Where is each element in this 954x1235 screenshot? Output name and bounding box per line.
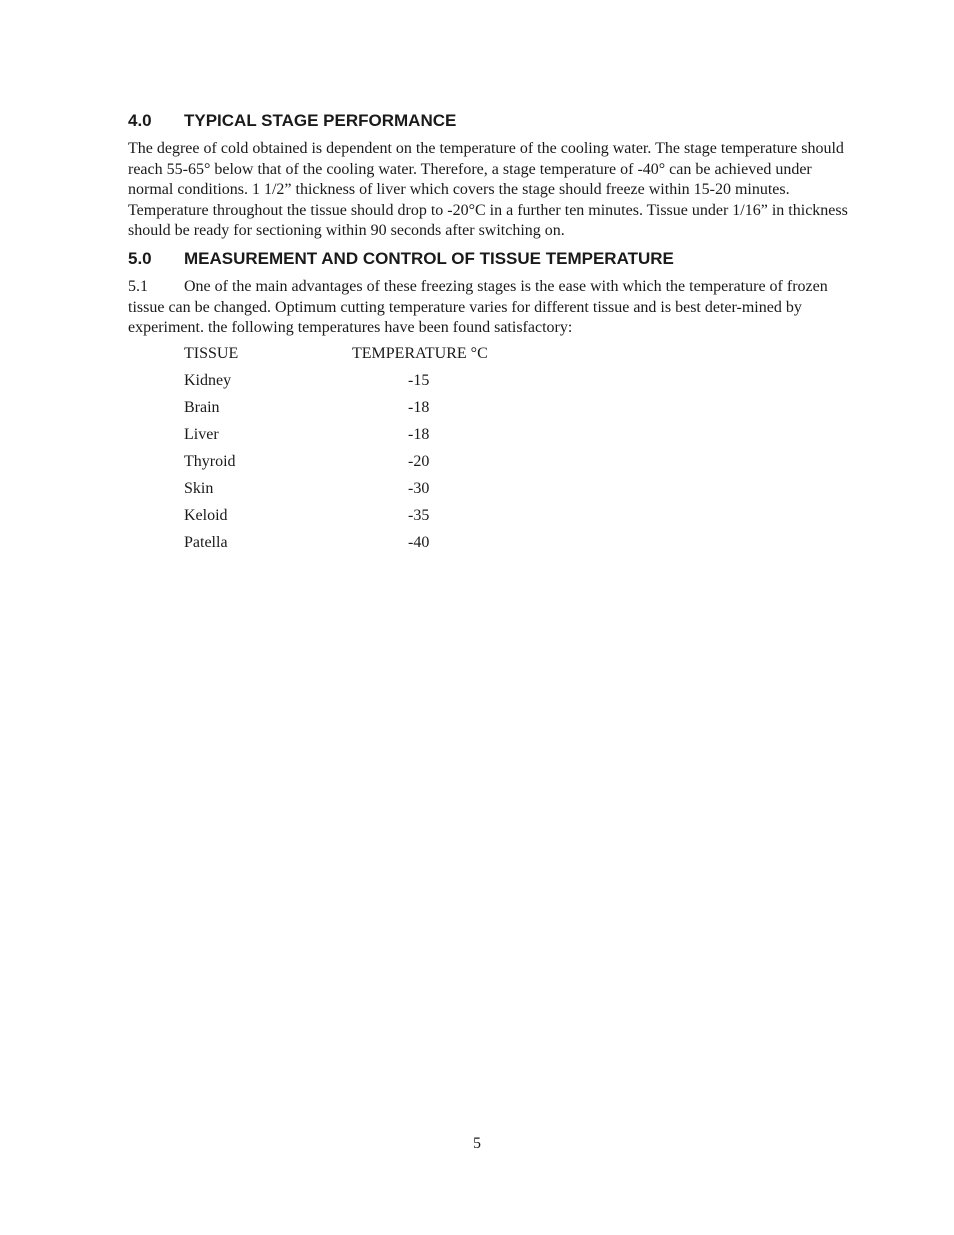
section-4-paragraph: The degree of cold obtained is dependent on the temperature of the cooling water. The stage temperature should reach 55-65° below that of the cooling water. Therefore, a stage temperature of -40° can be achieved under normal conditions. 1 1/2” thickness of liver which covers the stage should freeze within 15-20 minutes. Temperature throughout the tissue should drop to -20°C in a further ten minutes. Tissue under 1/16” in thickness should be ready for sectioning within 90 seconds after switching on.	[128, 140, 848, 239]
tissue-temperature: -35	[408, 507, 430, 524]
section-4-title: TYPICAL STAGE PERFORMANCE	[184, 111, 457, 130]
section-4-number: 4.0	[128, 111, 152, 130]
tissue-temperature: -18	[408, 399, 430, 416]
tissue-temperature: -40	[408, 534, 430, 551]
tissue-temperature: -30	[408, 480, 430, 497]
tissue-name: Liver	[184, 426, 219, 443]
page-number: 5	[473, 1135, 481, 1152]
tissue-name: Thyroid	[184, 453, 236, 470]
tissue-name: Brain	[184, 399, 220, 416]
header-tissue: TISSUE	[184, 345, 239, 362]
section-4-heading	[128, 111, 456, 131]
section-5-1-number: 5.1	[128, 278, 148, 295]
tissue-name: Patella	[184, 534, 228, 551]
section-5-1-paragraph	[128, 277, 856, 339]
section-5-heading	[128, 249, 674, 269]
tissue-name: Skin	[184, 480, 214, 497]
tissue-temperature: -18	[408, 426, 430, 443]
section-5-number: 5.0	[128, 249, 152, 268]
tissue-name: Keloid	[184, 507, 228, 524]
header-temperature: TEMPERATURE °C	[352, 345, 488, 362]
tissue-temperature: -15	[408, 372, 430, 389]
tissue-name: Kidney	[184, 372, 232, 389]
section-5-1-text: One of the main advantages of these freezing stages is the ease with which the temperature of frozen tissue can be changed. Optimum cutting temperature varies for different tissue and is best deter-mined by experiment. the following temperatures have been found satisfactory:	[128, 278, 828, 336]
tissue-temperature: -20	[408, 453, 430, 470]
section-5-title: MEASUREMENT AND CONTROL OF TISSUE TEMPERATURE	[184, 249, 674, 268]
